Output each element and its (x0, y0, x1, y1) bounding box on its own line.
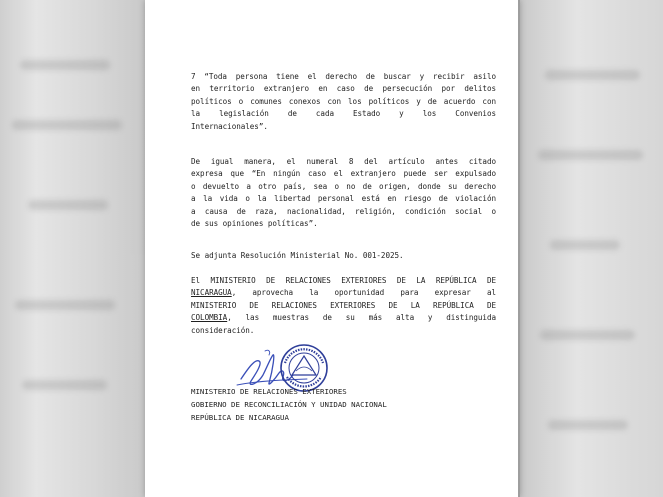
text-line: expresa que “En ningún caso el extranjero puede ser expulsado (191, 169, 496, 179)
signature-block (191, 386, 387, 424)
text-line: MINISTERIO DE RELACIONES EXTERIORES DE LA REPÚBLICA DE (191, 300, 496, 310)
document-page (145, 0, 520, 497)
country-colombia: COLOMBIA (191, 313, 228, 323)
text-line: El MINISTERIO DE RELACIONES EXTERIORES DE LA REPÚBLICA DE (191, 276, 496, 285)
text-line: la legislación de cada Estado y los Convenios (191, 109, 496, 119)
text-line: políticos o comunes conexos con los políticos y de acuerdo con (191, 96, 496, 106)
text-line: Internacionales”. (191, 121, 268, 131)
text-line: Se adjunta Resolución Ministerial No. 001-2025. (191, 251, 404, 260)
text-line: o devuelto a otro país, sea o no de origen, donde su derecho (191, 181, 496, 191)
paragraph-closing-courtesy (191, 275, 496, 337)
text-line (191, 287, 496, 299)
paragraph-non-refoulement (191, 156, 496, 230)
page-edge-shadow (518, 0, 520, 497)
country-nicaragua: NICARAGUA (191, 288, 232, 298)
paragraph-attachment-note (191, 250, 496, 262)
blurred-background-right (520, 0, 663, 497)
text-line: 7 “Toda persona tiene el derecho de buscar y recibir asilo (191, 72, 496, 81)
text-line: de sus opiniones políticas”. (191, 219, 318, 229)
blurred-background-left (0, 0, 145, 497)
text-fragment: , las muestras de su más alta y distinguida (227, 313, 496, 323)
text-fragment: , aprovecha la oportunidad para expresar al (231, 288, 496, 298)
text-line: a causa de raza, nacionalidad, religión, condición social o (191, 206, 496, 216)
text-line: De igual manera, el numeral 8 del artículo antes citado (191, 157, 496, 166)
signer-country: REPÚBLICA DE NICARAGUA (191, 412, 289, 422)
text-line: en territorio extranjero en caso de persecución por delitos (191, 84, 496, 94)
signer-ministry: MINISTERIO DE RELACIONES EXTERIORES (191, 387, 347, 396)
text-line: a la vida o la libertad personal está en riesgo de violación (191, 194, 496, 204)
text-line (191, 312, 496, 324)
text-line: consideración. (191, 325, 255, 335)
signer-government: GOBIERNO DE RECONCILIACIÓN Y UNIDAD NACIONAL (191, 399, 387, 409)
paragraph-asylum-right (191, 71, 496, 133)
